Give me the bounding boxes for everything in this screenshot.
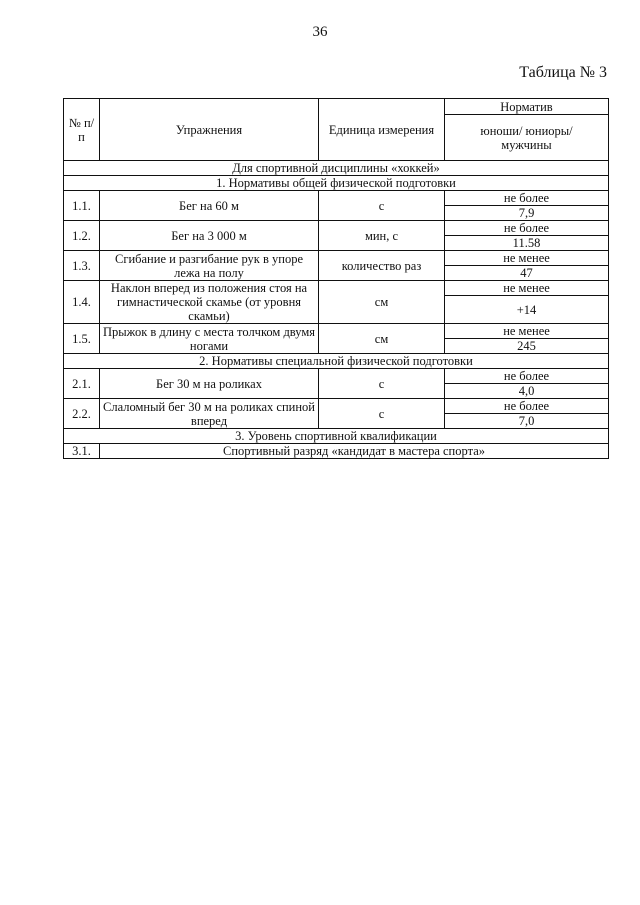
section-title: 2. Нормативы специальной физической подготовки [64, 354, 609, 369]
row-num: 2.2. [64, 399, 100, 429]
section-title: 3. Уровень спортивной квалификации [64, 429, 609, 444]
header-exercise: Упражнения [100, 99, 319, 161]
norm-condition: не более [445, 191, 609, 206]
unit: с [319, 399, 445, 429]
row-num: 2.1. [64, 369, 100, 399]
norm-value: +14 [445, 296, 609, 324]
unit: см [319, 324, 445, 354]
qualification-text: Спортивный разряд «кандидат в мастера спорта» [100, 444, 609, 459]
exercise-name: Слаломный бег 30 м на роликах спиной вперед [100, 399, 319, 429]
norm-condition: не более [445, 221, 609, 236]
table-caption: Таблица № 3 [519, 64, 607, 81]
norm-value: 11.58 [445, 236, 609, 251]
norm-value: 47 [445, 266, 609, 281]
header-unit: Единица измерения [319, 99, 445, 161]
row-num: 1.1. [64, 191, 100, 221]
section-title: 1. Нормативы общей физической подготовки [64, 176, 609, 191]
unit: количество раз [319, 251, 445, 281]
row-num: 1.3. [64, 251, 100, 281]
norm-condition: не менее [445, 251, 609, 266]
unit: с [319, 191, 445, 221]
header-norm: Норматив [445, 99, 609, 115]
row-num: 1.4. [64, 281, 100, 324]
norm-condition: не более [445, 369, 609, 384]
header-num: № п/п [64, 99, 100, 161]
exercise-name: Бег на 60 м [100, 191, 319, 221]
exercise-name: Сгибание и разгибание рук в упоре лежа на полу [100, 251, 319, 281]
norm-value: 245 [445, 339, 609, 354]
row-num: 3.1. [64, 444, 100, 459]
norm-condition: не менее [445, 281, 609, 296]
page-number: 36 [312, 24, 328, 40]
norm-condition: не менее [445, 324, 609, 339]
norm-condition: не более [445, 399, 609, 414]
unit: с [319, 369, 445, 399]
exercise-name: Бег на 3 000 м [100, 221, 319, 251]
norms-table [63, 98, 609, 459]
row-num: 1.2. [64, 221, 100, 251]
unit: мин, с [319, 221, 445, 251]
exercise-name: Бег 30 м на роликах [100, 369, 319, 399]
row-num: 1.5. [64, 324, 100, 354]
unit: см [319, 281, 445, 324]
exercise-name: Прыжок в длину с места толчком двумя ногами [100, 324, 319, 354]
norm-value: 7,9 [445, 206, 609, 221]
norm-value: 4,0 [445, 384, 609, 399]
discipline-title: Для спортивной дисциплины «хоккей» [64, 161, 609, 176]
exercise-name: Наклон вперед из положения стоя на гимнастической скамье (от уровня скамьи) [100, 281, 319, 324]
header-group: юноши/ юниоры/ мужчины [445, 115, 609, 161]
norm-value: 7,0 [445, 414, 609, 429]
